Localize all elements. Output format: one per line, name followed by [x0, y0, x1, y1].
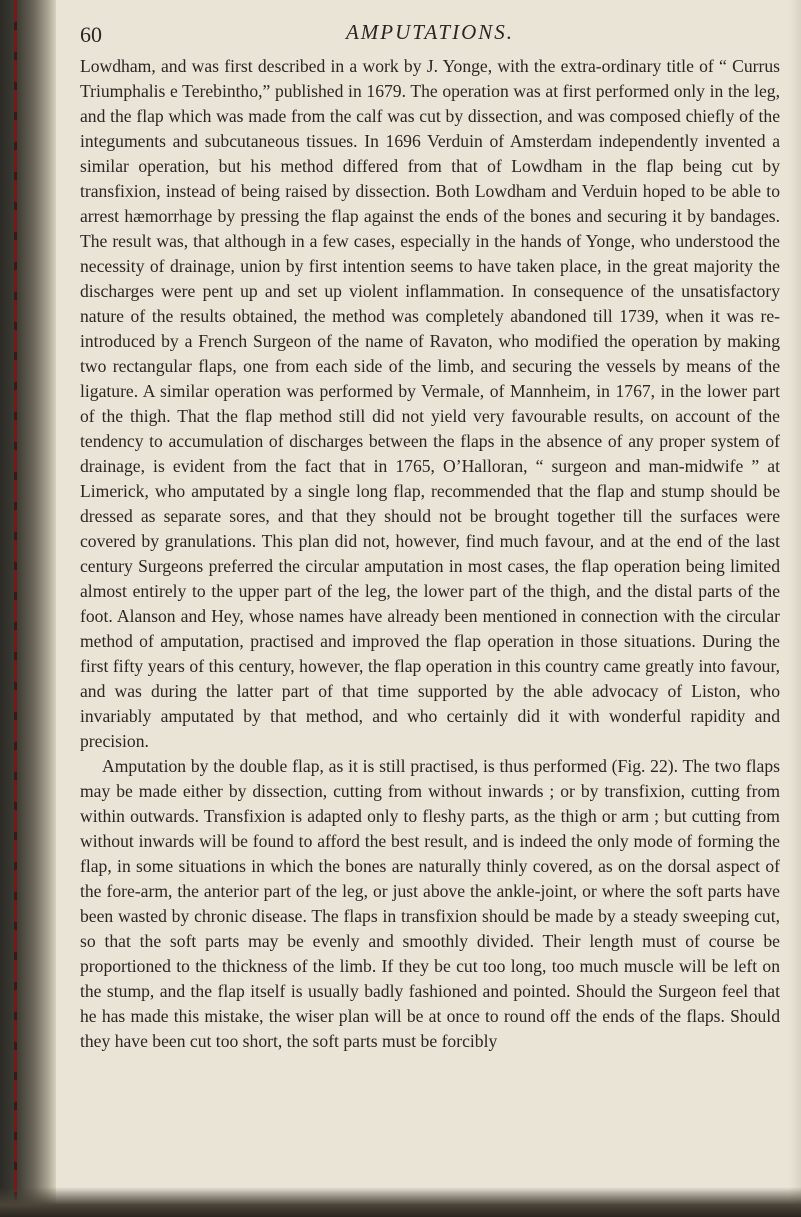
running-title: AMPUTATIONS.: [345, 20, 515, 44]
page-header: [80, 14, 780, 54]
paragraph-double-flap: Amputation by the double flap, as it is still practised, is thus performed (Fig. 22). The two flaps may be made either by dissection, cutting from without inwards ; or by transfixion, cutting from within outwards. Transfixion is adapted only to fleshy parts, as the thigh or arm ; but cutting from without inwards will be found to afford the best result, and is indeed the only mode of forming the flap, in some situations in which the bones are naturally thinly covered, as on the dorsal aspect of the fore-arm, the anterior part of the leg, or just above the ankle-joint, or where the soft parts have been wasted by chronic disease. The flaps in transfixion should be made by a steady sweeping cut, so that the soft parts may be evenly and smoothly divided. Their length must of course be proportioned to the thickness of the limb. If they be cut too long, too much muscle will be left on the stump, and the flap itself is usually badly fashioned and pointed. Should the Surgeon feel that he has made this mistake, the wiser plan will be at once to round off the ends of the flaps. Should they have been cut too short, the soft parts must be forcibly: [80, 756, 780, 1051]
book-page: [80, 14, 780, 1054]
paragraph-history: Lowdham, and was first described in a work by J. Yonge, with the extra-ordinary title of “ Currus Triumphalis e Terebintho,” published in 1679. The operation was at first performed only in the leg, and the flap which was made from the calf was cut by dissection, and was composed chiefly of the integuments and subcutaneous tissues. In 1696 Verduin of Amsterdam independently invented a similar operation, but his method differed from that of Lowdham in the flap being cut by transfixion, instead of being raised by dissection. Both Lowdham and Verduin hoped to be able to arrest hæmorrhage by pressing the flap against the ends of the bones and securing it by bandages. The result was, that although in a few cases, especially in the hands of Yonge, who understood the necessity of drainage, union by first intention seems to have taken place, in the great majority the discharges were pent up and set up violent inflammation. In consequence of the unsatisfactory nature of the results obtained, the method was completely abandoned till 1739, when it was re-introduced by a French Surgeon of the name of Ravaton, who modified the operation by making two rectangular flaps, one from each side of the limb, and securing the vessels by means of the ligature. A similar operation was performed by Vermale, of Mannheim, in 1767, in the lower part of the thigh. That the flap method still did not yield very favourable results, on account of the tendency to accumulation of discharges between the flaps in the absence of any proper system of drainage, is evident from the fact that in 1765, O’Halloran, “ surgeon and man-midwife ” at Limerick, who amputated by a single long flap, recommended that the flap and stump should be dressed as separate sores, and that they should not be brought together till the surfaces were covered by granulations. This plan did not, however, find much favour, and at the end of the last century Surgeons preferred the circular amputation in most cases, the flap operation being limited almost entirely to the upper part of the leg, the lower part of the thigh, and the distal parts of the foot. Alanson and Hey, whose names have already been mentioned in connection with the circular method of amputation, practised and improved the flap operation in those situations. During the first fifty years of this century, however, the flap operation in this country came greatly into favour, and was during the latter part of that time supported by the able advocacy of Liston, who invariably amputated by that method, and who certainly did it with wonderful rapidity and precision.: [80, 56, 780, 751]
page-number: 60: [80, 22, 102, 47]
body-text: [80, 54, 780, 1054]
scan-binding-edge: [0, 0, 56, 1217]
scan-right-margin: [789, 0, 801, 1217]
scan-bottom-edge: [0, 1187, 801, 1217]
